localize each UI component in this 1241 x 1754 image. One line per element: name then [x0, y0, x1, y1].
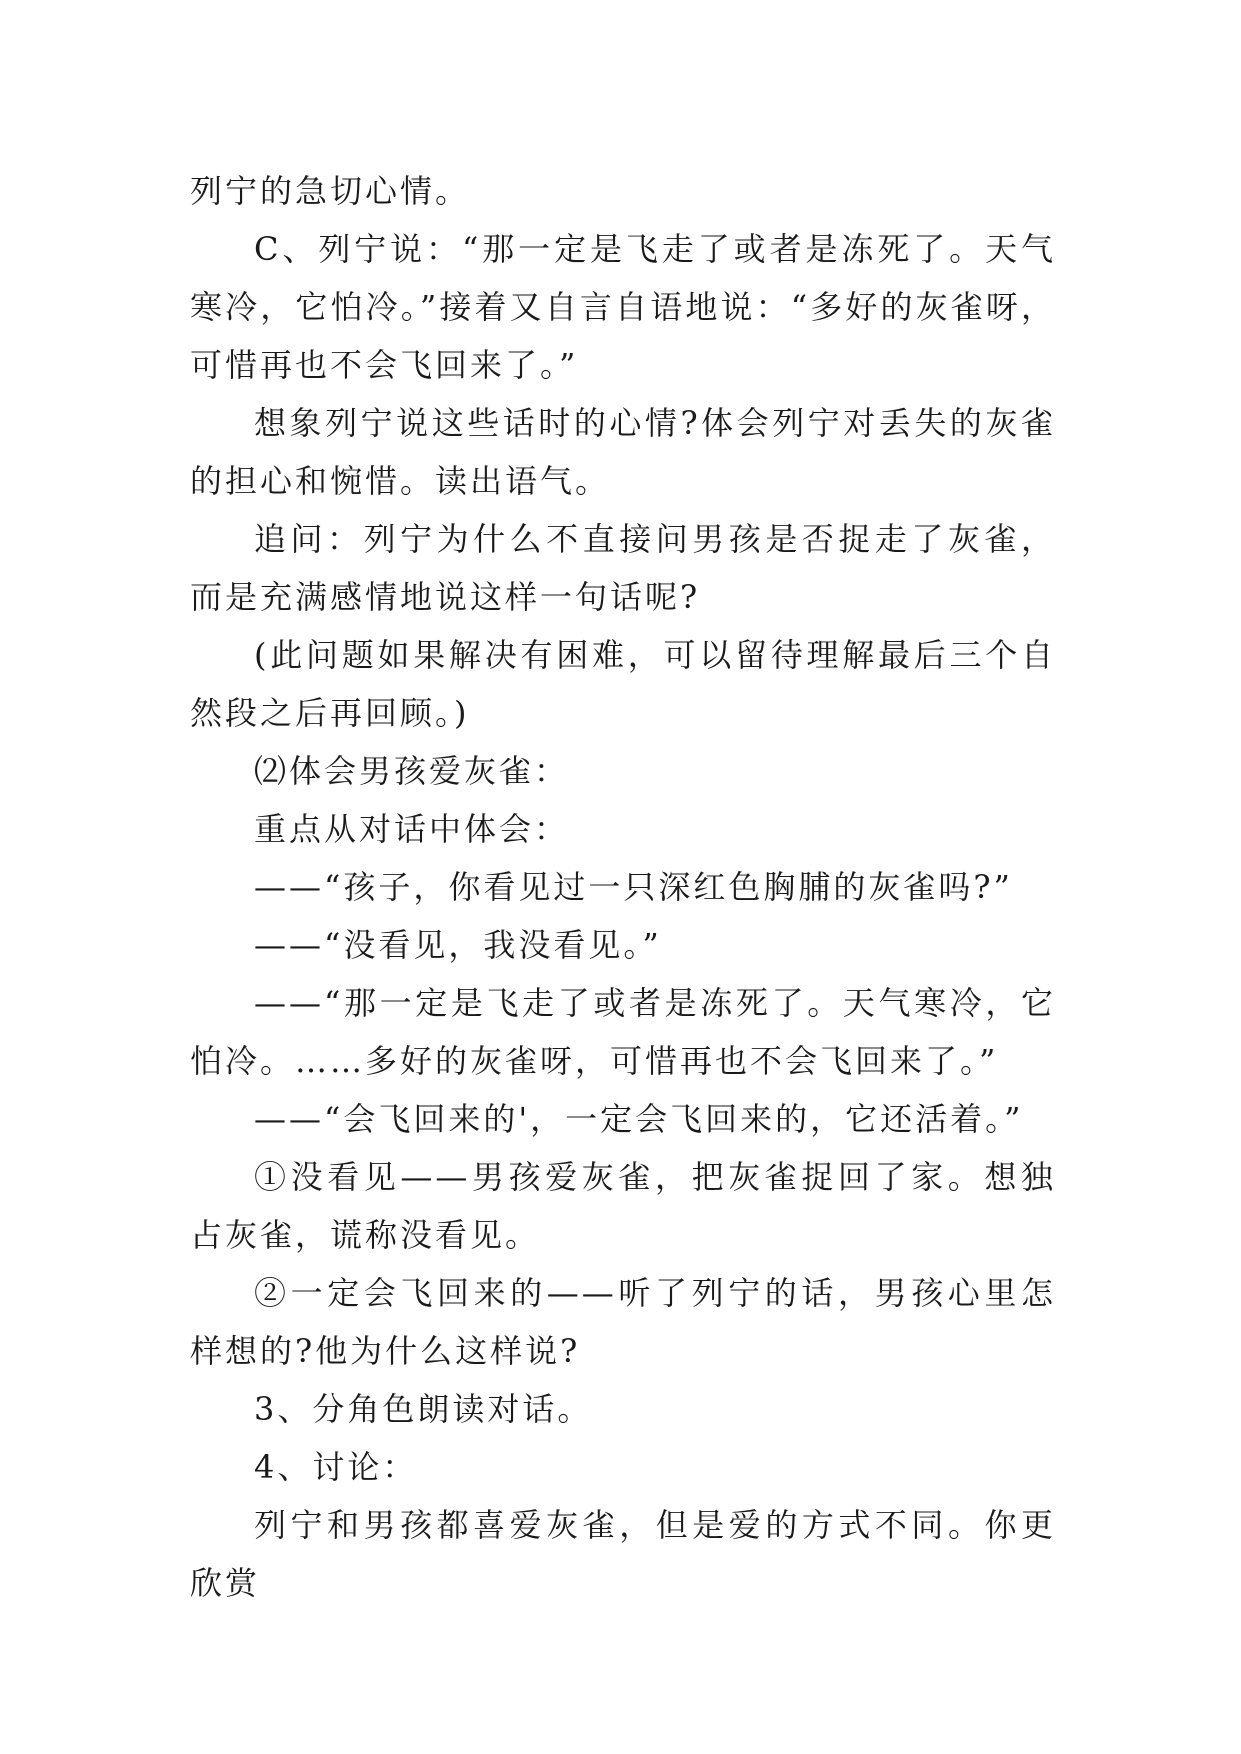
- paragraph-6: ⑵体会男孩爱灰雀：: [254, 752, 570, 790]
- paragraph-5: (此问题如果解决有困难，可以留待理解最后三个自然段之后再回顾。): [190, 636, 1056, 732]
- paragraph-13: ②一定会飞回来的——听了列宁的话，男孩心里怎样想的?他为什么这样说?: [190, 1274, 1056, 1370]
- paragraph-15: 4、讨论：: [254, 1448, 418, 1486]
- body-text: [190, 162, 1056, 1612]
- paragraph-12: ①没看见——男孩爱灰雀，把灰雀捉回了家。想独占灰雀，谎称没看见。: [190, 1158, 1056, 1254]
- paragraph-4: 追问：列宁为什么不直接问男孩是否捉走了灰雀，而是充满感情地说这样一句话呢?: [190, 520, 1056, 616]
- paragraph-2: C、列宁说：“那一定是飞走了或者是冻死了。天气寒冷，它怕冷。”接着又自言自语地说：“多好的灰雀呀，可惜再也不会飞回来了。”: [190, 230, 1056, 384]
- paragraph-3: 想象列宁说这些话时的心情?体会列宁对丢失的灰雀的担心和惋惜。读出语气。: [190, 404, 1056, 500]
- dialogue-line-4: ——“会飞回来的'，一定会飞回来的，它还活着。”: [254, 1100, 1024, 1138]
- paragraph-7: 重点从对话中体会：: [254, 810, 570, 848]
- paragraph-1: 列宁的急切心情。: [190, 172, 471, 210]
- dialogue-line-3: ——“那一定是飞走了或者是冻死了。天气寒冷，它怕冷。……多好的灰雀呀，可惜再也不会飞回来了。”: [190, 984, 1056, 1080]
- dialogue-line-1: ——“孩子，你看见过一只深红色胸脯的灰雀吗?”: [254, 868, 1013, 906]
- dialogue-line-2: ——“没看见，我没看见。”: [254, 926, 662, 964]
- paragraph-16: 列宁和男孩都喜爱灰雀，但是爱的方式不同。你更欣赏: [190, 1506, 1056, 1602]
- paragraph-14: 3、分角色朗读对话。: [254, 1390, 593, 1428]
